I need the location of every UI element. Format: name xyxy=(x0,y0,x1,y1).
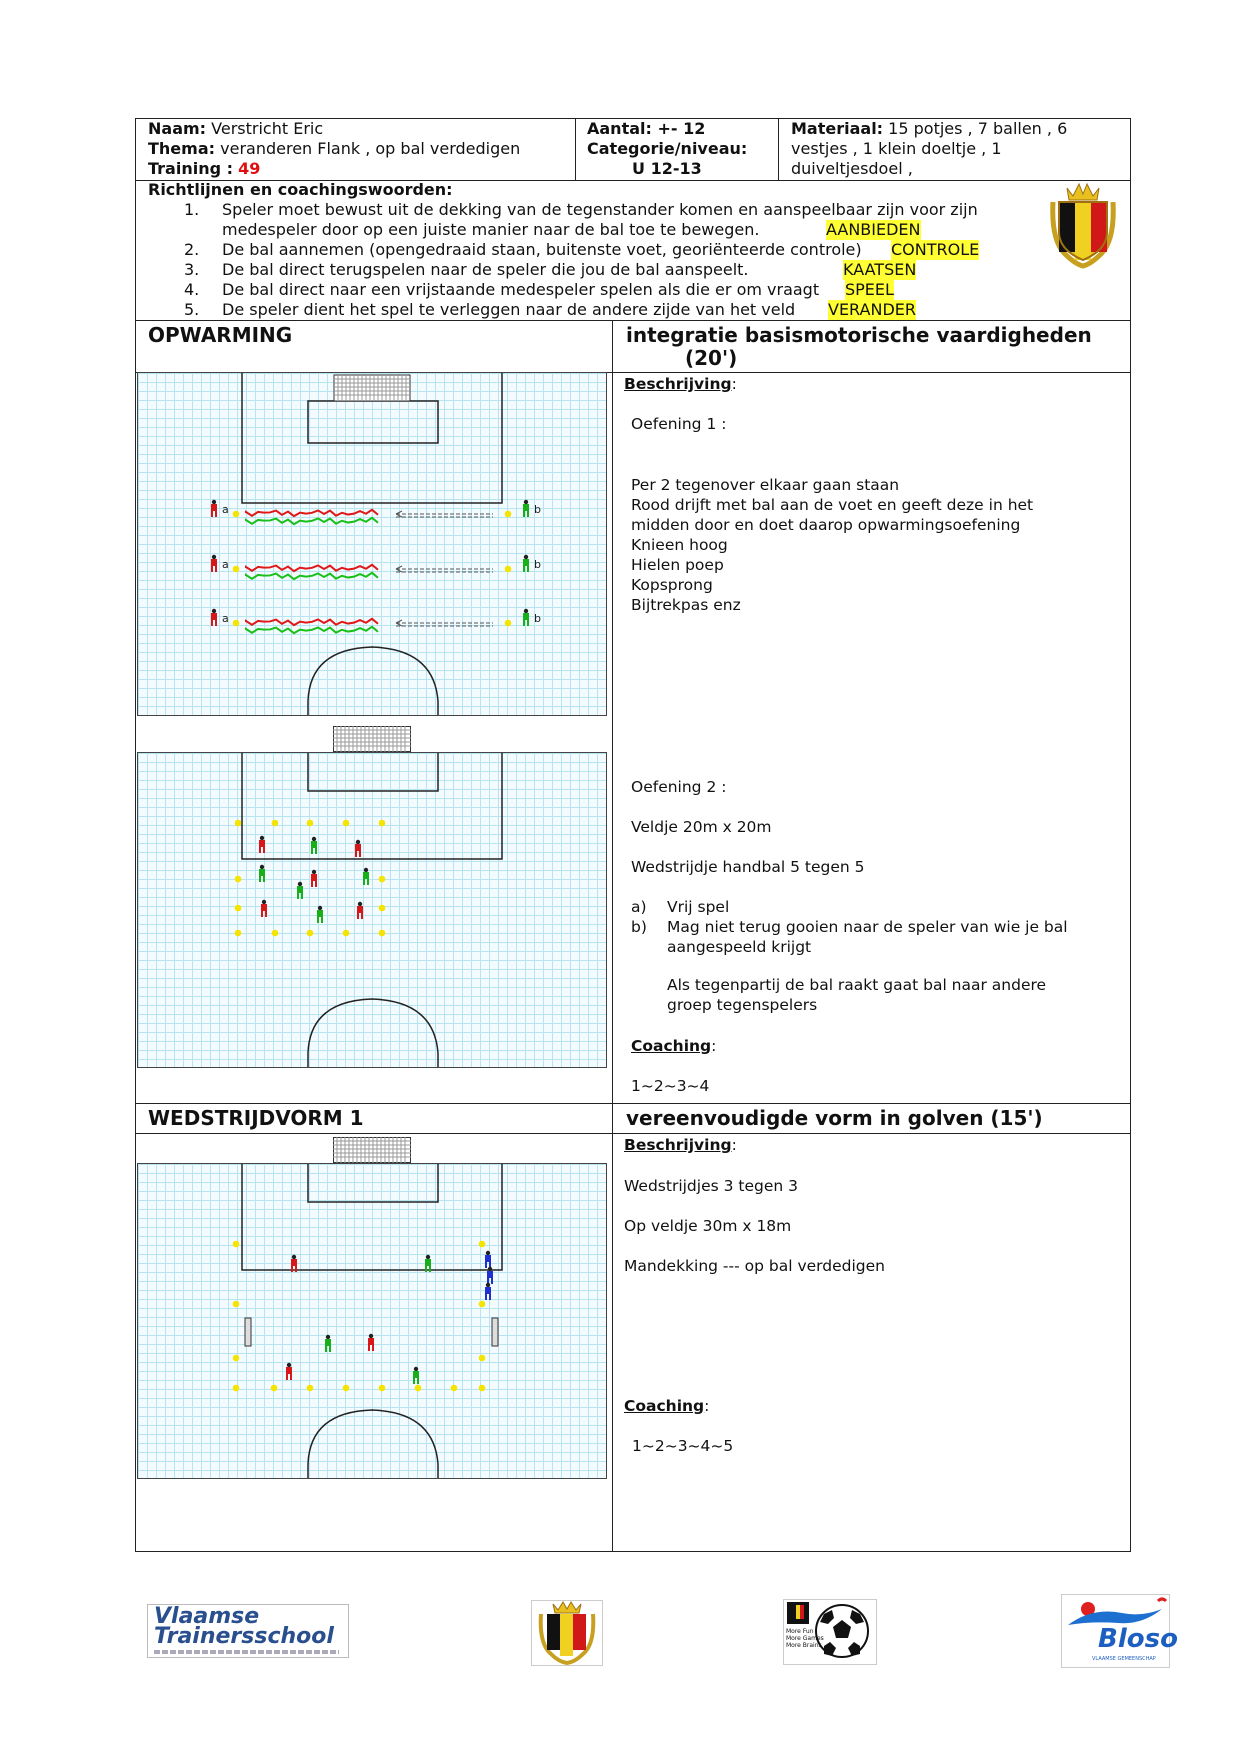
red-player xyxy=(259,836,265,853)
cone xyxy=(479,1385,486,1392)
cone xyxy=(379,930,386,937)
red-player xyxy=(368,1334,374,1351)
oef2-wedstrijd: Wedstrijdje handbal 5 tegen 5 xyxy=(631,858,865,876)
wv-line1: Wedstrijdjes 3 tegen 3 xyxy=(624,1177,799,1195)
bloso-logo xyxy=(1061,1594,1178,1668)
cone xyxy=(379,1385,386,1392)
red-player xyxy=(211,609,217,626)
rl-num-3: 3. xyxy=(184,260,200,279)
pass-arrow xyxy=(396,511,493,517)
more-fun-2: More Games xyxy=(786,1635,824,1642)
small-goal-left xyxy=(245,1318,251,1346)
oef1-lines xyxy=(631,475,1033,615)
goal-net xyxy=(333,1137,411,1163)
red-player xyxy=(261,900,267,917)
opwarming-subtitle-1: integratie basismotorische vaardigheden xyxy=(626,323,1092,347)
cone xyxy=(233,1241,240,1248)
kbvb-crest-logo xyxy=(1045,180,1121,270)
cone xyxy=(479,1241,486,1248)
wv-line2: Op veldje 30m x 18m xyxy=(624,1217,792,1235)
blue-player xyxy=(485,1283,491,1300)
cone xyxy=(272,820,279,827)
diagram-oefening-1-svg xyxy=(138,373,606,715)
aantal-cell xyxy=(587,119,777,179)
rl-num-5: 5. xyxy=(184,300,200,319)
cone xyxy=(235,930,242,937)
cone xyxy=(379,876,386,883)
beschrijving-heading-1: Beschrijving xyxy=(624,375,732,393)
rl-keyword-4: SPEEL xyxy=(845,280,894,299)
goal-box xyxy=(308,1164,438,1202)
vts-line1: Vlaamse xyxy=(154,1604,260,1629)
penalty-box xyxy=(242,1164,502,1270)
red-player xyxy=(286,1363,292,1380)
dribble-path-red xyxy=(246,565,378,571)
rl-text-1b: medespeler door op een juiste manier naar de bal toe te bewegen. xyxy=(222,220,760,239)
oef2-b-line2: aangespeeld krijgt xyxy=(667,938,812,956)
materiaal-line1: 15 potjes , 7 ballen , 6 xyxy=(888,119,1068,138)
coaching-value-1: 1~2~3~4 xyxy=(631,1077,710,1095)
oef2-title: Oefening 2 : xyxy=(631,778,727,796)
pass-arrow xyxy=(396,620,493,626)
bloso-sub: VLAAMSE GEMEENSCHAP xyxy=(1092,1656,1156,1662)
aantal-label: Aantal: xyxy=(587,119,652,138)
cone xyxy=(307,1385,314,1392)
cone xyxy=(235,820,242,827)
red-player xyxy=(211,555,217,572)
diagram-oefening-1 xyxy=(137,372,607,716)
dribble-path-red xyxy=(246,619,378,625)
oef2-b-line1: Mag niet terug gooien naar de speler van wie je bal xyxy=(667,918,1068,936)
center-arc xyxy=(308,999,438,1067)
thema-label: Thema: xyxy=(148,139,216,158)
rl-keyword-1: AANBIEDEN xyxy=(826,220,921,239)
cone xyxy=(272,930,279,937)
cone xyxy=(505,566,512,573)
blue-player xyxy=(485,1251,491,1268)
cone xyxy=(479,1355,486,1362)
oef2-note-line1: Als tegenpartij de bal raakt gaat bal naar andere xyxy=(667,976,1047,994)
rl-text-4: De bal direct naar een vrijstaande medespeler spelen als die er om vraagt xyxy=(222,280,820,299)
oef1-line: Per 2 tegenover elkaar gaan staan xyxy=(631,476,900,494)
diagram-oefening-2-svg xyxy=(138,753,606,1067)
coaching-heading-1: Coaching xyxy=(631,1037,712,1055)
beschrijving-heading-2: Beschrijving xyxy=(624,1136,732,1154)
cone xyxy=(505,511,512,518)
more-fun-3: More Brains xyxy=(786,1642,822,1649)
green-player xyxy=(523,500,529,517)
cone xyxy=(343,1385,350,1392)
rl-num-4: 4. xyxy=(184,280,200,299)
pass-arrow xyxy=(396,566,493,572)
kbvb-footer-logo xyxy=(531,1600,603,1666)
bloso-text: Bloso xyxy=(1098,1624,1178,1654)
opwarming-description: Beschrijving: Oefening 1 : Per 2 tegenover elkaar gaan staan Rood drijft met bal aan de voet en geeft deze in het midden door en doet daarop opwarmingsoefening Knieen hoog Hielen poep Kopsprong Bijtrekpas enz Oefening 2 : Veldje 20m x 20m Wedstrijdje handbal 5 tegen 5 a) Vrij spel b) Mag niet terug gooien naar de speler van wie je bal aangespeeld krijgt Als tegenpartij de bal raakt gaat bal naar andere groep tegenspelers Coaching: 1~2~3~4 xyxy=(624,375,1068,1095)
match-players xyxy=(233,1241,493,1392)
cone xyxy=(233,511,240,518)
red-player xyxy=(311,870,317,887)
rl-num-1: 1. xyxy=(184,200,200,219)
label-a: a xyxy=(222,503,229,516)
cone xyxy=(233,620,240,627)
more-fun-1: More Fun xyxy=(786,1628,814,1635)
run-path-green xyxy=(246,573,378,579)
coaching-heading-2: Coaching xyxy=(624,1397,705,1415)
goal-net xyxy=(334,375,410,401)
diagram-wedstrijdvorm-svg xyxy=(138,1164,606,1478)
cone xyxy=(379,820,386,827)
green-player xyxy=(325,1335,331,1352)
thema-value: veranderen Flank , op bal verdedigen xyxy=(220,139,521,158)
categorie-label: Categorie/niveau: xyxy=(587,139,748,158)
green-player xyxy=(413,1367,419,1384)
oef2-a-label: a) xyxy=(631,898,647,916)
cone xyxy=(379,905,386,912)
rl-text-3: De bal direct terugspelen naar de speler die jou de bal aanspeelt. xyxy=(222,260,749,279)
rl-text-5: De speler dient het spel te verleggen naar de andere zijde van het veld xyxy=(222,300,796,319)
materiaal-line2: vestjes , 1 klein doeltje , 1 xyxy=(791,139,1002,158)
rl-keyword-5: VERANDER xyxy=(828,300,916,319)
naam-label: Naam: xyxy=(148,119,207,138)
cone xyxy=(233,566,240,573)
penalty-box xyxy=(242,753,502,859)
green-player xyxy=(317,906,323,923)
categorie-value: U 12-13 xyxy=(632,159,702,178)
richtlijnen-title: Richtlijnen en coachingswoorden: xyxy=(148,180,453,199)
green-player xyxy=(523,609,529,626)
rl-keyword-3: KAATSEN xyxy=(843,260,917,279)
center-arc xyxy=(308,647,438,715)
label-b: b xyxy=(534,503,541,516)
goal-net xyxy=(333,726,411,752)
small-goal-right xyxy=(492,1318,498,1346)
dribble-path-red xyxy=(246,510,378,516)
cone xyxy=(233,1301,240,1308)
green-player xyxy=(523,555,529,572)
wedstrijdvorm-title: WEDSTRIJDVORM 1 xyxy=(148,1106,364,1130)
naam-value: Verstricht Eric xyxy=(211,119,324,138)
oef1-line: Hielen poep xyxy=(631,556,724,574)
run-path-green xyxy=(246,627,378,633)
cone xyxy=(451,1385,458,1392)
more-fun-logo xyxy=(783,1599,877,1665)
label-b: b xyxy=(534,612,541,625)
rl-keyword-2: CONTROLE xyxy=(891,240,980,259)
training-number: 49 xyxy=(238,159,261,178)
materiaal-line3: duiveltjesdoel , xyxy=(791,159,913,178)
diagram-wedstrijdvorm xyxy=(137,1163,607,1479)
cone xyxy=(271,1385,278,1392)
green-player xyxy=(297,882,303,899)
coaching-value-2: 1~2~3~4~5 xyxy=(632,1437,734,1455)
center-arc xyxy=(308,1410,438,1478)
opwarming-subtitle-2: (20') xyxy=(685,346,738,370)
oef2-veld: Veldje 20m x 20m xyxy=(631,818,772,836)
goal-box xyxy=(308,401,438,443)
label-b: b xyxy=(534,558,541,571)
cone xyxy=(479,1301,486,1308)
wedstrijdvorm-subtitle: vereenvoudigde vorm in golven (15') xyxy=(626,1106,1043,1130)
oef1-line: Knieen hoog xyxy=(631,536,728,554)
wv-line3: Mandekking --- op bal verdedigen xyxy=(624,1257,885,1275)
label-a: a xyxy=(222,558,229,571)
cone xyxy=(235,876,242,883)
cone xyxy=(233,1355,240,1362)
rl-text-2: De bal aannemen (opengedraaid staan, buitenste voet, georiënteerde controle) xyxy=(222,240,862,259)
oef2-note-line2: groep tegenspelers xyxy=(667,996,818,1014)
green-player xyxy=(259,865,265,882)
opwarming-title: OPWARMING xyxy=(148,323,293,347)
blue-player xyxy=(487,1267,493,1284)
handbal-players xyxy=(235,820,386,937)
rl-text-1a: Speler moet bewust uit de dekking van de tegenstander komen en aanspeelbaar zijn voor zijn xyxy=(222,200,978,219)
oef2-b-label: b) xyxy=(631,918,647,936)
oef1-line: Bijtrekpas enz xyxy=(631,596,741,614)
green-player xyxy=(311,837,317,854)
green-player xyxy=(363,868,369,885)
richtlijnen-list xyxy=(148,200,1028,320)
vlaamse-trainersschool-logo xyxy=(147,1604,349,1658)
wedstrijdvorm-description: Beschrijving: Wedstrijdjes 3 tegen 3 Op veldje 30m x 18m Mandekking --- op bal verdedigen Coaching: 1~2~3~4~5 xyxy=(624,1136,885,1455)
cone xyxy=(233,1385,240,1392)
cone xyxy=(235,905,242,912)
vts-line2: Trainersschool xyxy=(154,1624,334,1649)
cone xyxy=(343,930,350,937)
label-a: a xyxy=(222,612,229,625)
oef1-line: Rood drijft met bal aan de voet en geeft deze in het xyxy=(631,496,1034,514)
exercise-rows xyxy=(211,500,541,633)
oef2-a: Vrij spel xyxy=(667,898,730,916)
oef1-title: Oefening 1 : xyxy=(631,415,727,433)
red-player xyxy=(211,500,217,517)
red-player xyxy=(355,840,361,857)
materiaal-cell xyxy=(791,119,1126,179)
cone xyxy=(415,1385,422,1392)
cone xyxy=(307,820,314,827)
goal-box xyxy=(308,753,438,791)
aantal-value: +- 12 xyxy=(657,119,706,138)
run-path-green xyxy=(246,518,378,524)
training-label: Training : xyxy=(148,159,234,178)
red-player xyxy=(357,902,363,919)
materiaal-label: Materiaal: xyxy=(791,119,884,138)
cone xyxy=(343,820,350,827)
diagram-oefening-2 xyxy=(137,752,607,1068)
header-info xyxy=(148,119,573,179)
rl-num-2: 2. xyxy=(184,240,200,259)
cone xyxy=(505,620,512,627)
cone xyxy=(307,930,314,937)
oef1-line: midden door en doet daarop opwarmingsoefening xyxy=(631,516,1021,534)
oef1-line: Kopsprong xyxy=(631,576,713,594)
